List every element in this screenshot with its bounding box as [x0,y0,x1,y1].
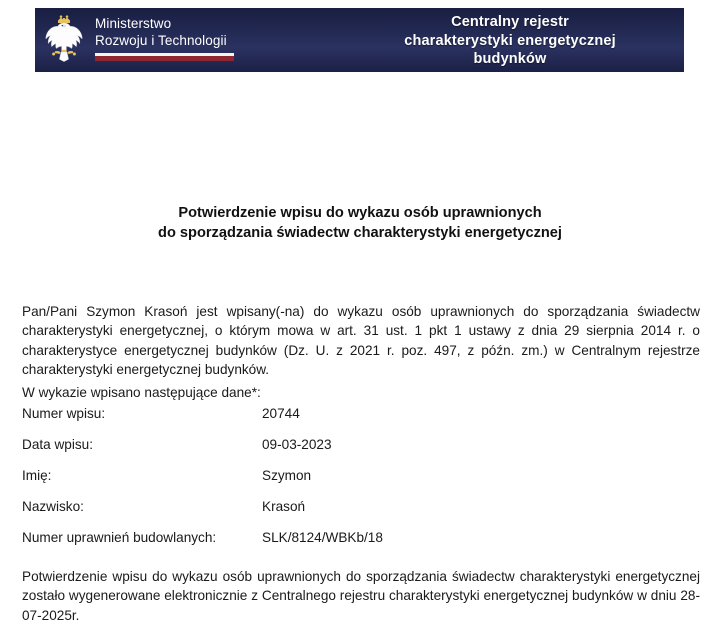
ministry-name-line-1: Ministerstwo [95,16,172,31]
footer-paragraph: Potwierdzenie wpisu do wykazu osób uprawnionych do sporządzania świadectw charakterystyki energetycznej zostało wygenerowane elektronicznie z Centralnego rejestru charakterystyki energetycznej budynków w dniu 28-07-2025r. [22,568,700,623]
document-title-line-1: Potwierdzenie wpisu do wykazu osób uprawnionych [178,205,542,221]
entry-data-table [22,404,522,559]
document-title-line-2: do sporządzania świadectw charakterystyki energetycznej [158,225,562,241]
row-value: Szymon [262,468,312,483]
header-banner-inner [35,8,684,72]
registry-title [345,13,675,69]
document-title [22,203,698,243]
row-value: 20744 [262,406,300,421]
table-row [22,528,522,559]
row-label: Nazwisko: [22,499,84,514]
table-row [22,404,522,435]
row-label: Imię: [22,468,52,483]
header-banner [35,8,684,72]
registry-title-line-1: Centralny rejestr [451,14,569,30]
row-label: Numer wpisu: [22,406,106,421]
intro-paragraph: Pan/Pani Szymon Krasoń jest wpisany(-na) do wykazu osób uprawnionych do sporządzania świadectw charakterystyki energetycznej, o którym mowa w art. 31 ust. 1 pkt 1 ustawy z dnia 29 sierpnia 2014 r. o charakterystyce energetycznej budynków (Dz. U. z 2021 r. poz. 497, z późn. zm.) w Centralnym rejestrze charakterystyki energetycznej budynków. [22,303,700,378]
row-value: SLK/8124/WBKb/18 [262,530,383,545]
ministry-text-block [95,12,234,61]
data-lead-in-text: W wykazie wpisano następujące dane*: [22,384,261,400]
ministry-lockup [42,12,234,64]
table-row [22,435,522,466]
row-label: Data wpisu: [22,437,94,452]
flag-red-stripe [95,56,234,61]
row-value: Krasoń [262,499,306,514]
registry-title-line-3: budynków [473,51,547,67]
table-row [22,466,522,497]
row-label: Numer uprawnień budowlanych: [22,530,217,545]
ministry-name-line-2: Rozwoju i Technologii [95,32,227,48]
registry-title-line-2: charakterystyki energetycznej [404,32,616,49]
polish-flag-bar [95,53,234,61]
table-row [22,497,522,528]
row-value: 09-03-2023 [262,437,332,452]
polish-eagle-emblem-icon [42,12,86,64]
